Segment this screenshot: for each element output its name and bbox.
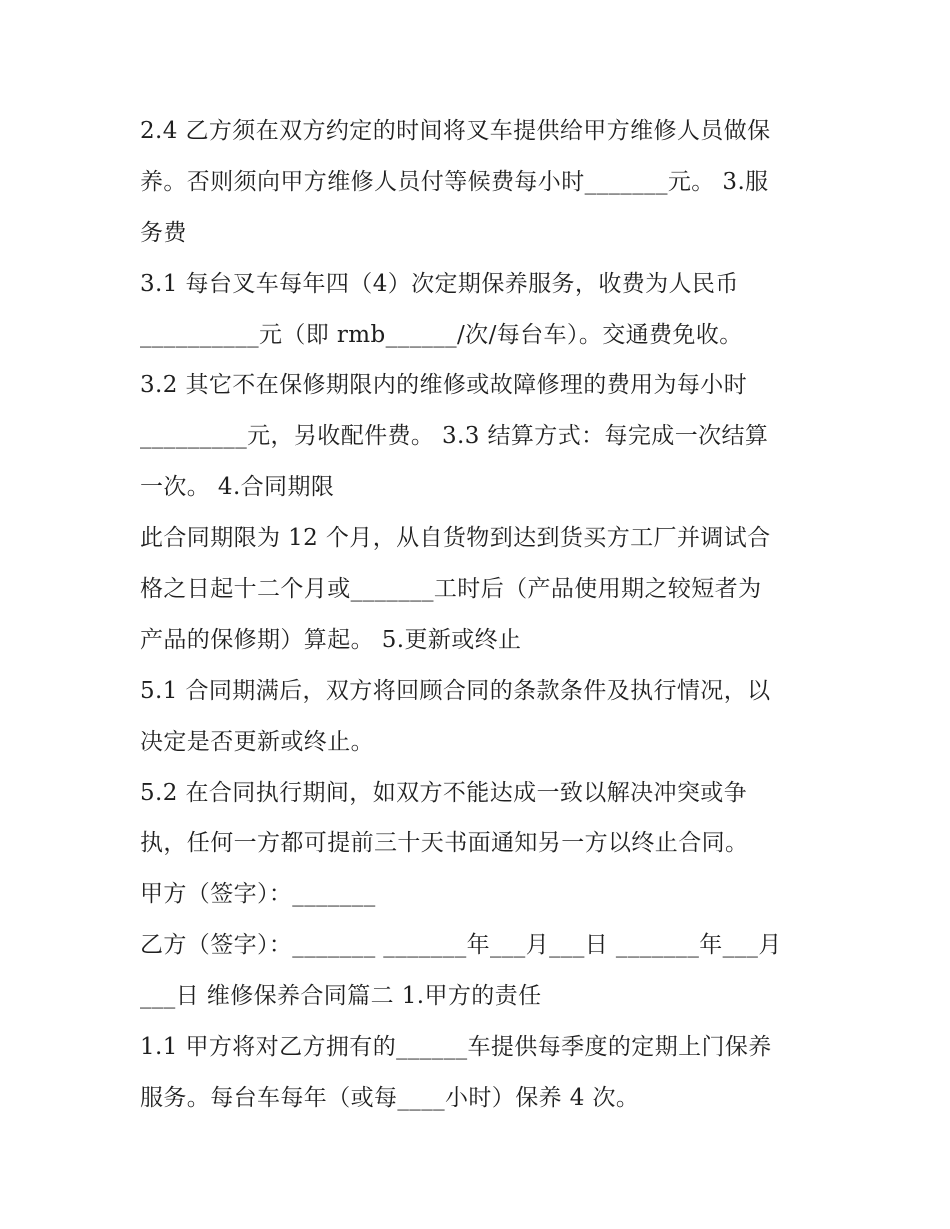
text-line: __________元（即 rmb______/次/每台车）。交通费免收。 <box>140 321 743 348</box>
text-line: ___日 维修保养合同篇二 1.甲方的责任 <box>140 983 542 1010</box>
document-body <box>140 106 820 1124</box>
text-line: 此合同期限为 12 个月，从自货物到达到货买方工厂并调试合 <box>140 525 771 552</box>
text-line: 务费 <box>140 219 187 246</box>
text-line: 3.2 其它不在保修期限内的维修或故障修理的费用为每小时 <box>140 372 748 399</box>
text-line: 格之日起十二个月或_______工时后（产品使用期之较短者为 <box>140 576 762 603</box>
party-a-signature-line: 甲方（签字）：_______ <box>140 881 376 908</box>
text-line: 养。否则须向甲方维修人员付等候费每小时_______元。 3.服 <box>140 168 769 195</box>
text-line: 1.1 甲方将对乙方拥有的______车提供每季度的定期上门保养 <box>140 1034 772 1061</box>
text-line: 3.1 每台叉车每年四（4）次定期保养服务，收费为人民币 <box>140 270 739 297</box>
party-b-signature-line: 乙方（签字）：_______ _______年___月___日 _______年___月 <box>140 932 782 959</box>
text-line: 5.1 合同期满后，双方将回顾合同的条款条件及执行情况，以 <box>140 677 771 704</box>
text-line: _________元，另收配件费。 3.3 结算方式：每完成一次结算 <box>140 423 769 450</box>
text-line: 一次。 4.合同期限 <box>140 474 335 501</box>
text-line: 产品的保修期）算起。 5.更新或终止 <box>140 626 522 653</box>
text-line: 2.4 乙方须在双方约定的时间将叉车提供给甲方维修人员做保 <box>140 118 771 144</box>
text-line: 服务。每台车每年（或每____小时）保养 4 次。 <box>140 1084 640 1111</box>
text-line: 执，任何一方都可提前三十天书面通知另一方以终止合同。 <box>140 830 749 857</box>
text-line: 决定是否更新或终止。 <box>140 728 374 755</box>
text-line: 5.2 在合同执行期间，如双方不能达成一致以解决冲突或争 <box>140 779 748 806</box>
